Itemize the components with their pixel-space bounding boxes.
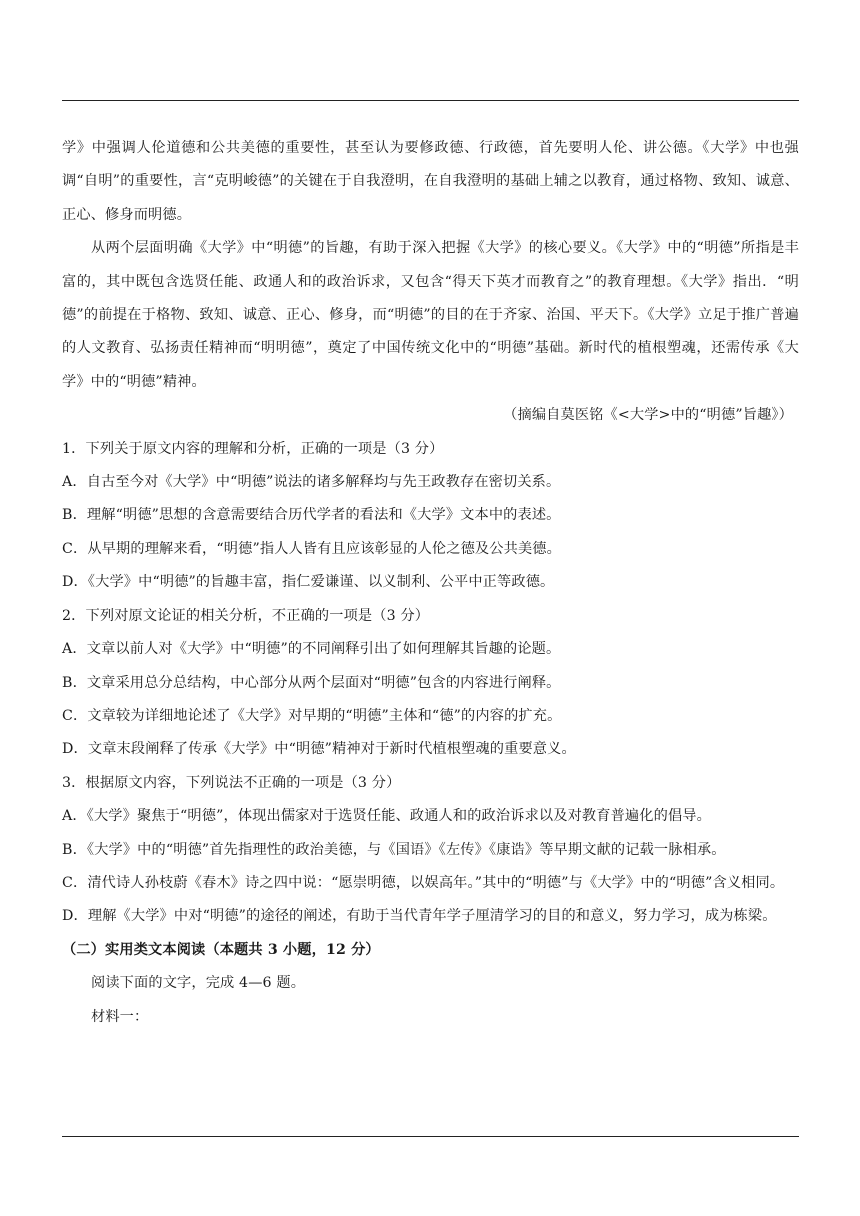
question-3-option-c: C．清代诗人孙枝蔚《春木》诗之四中说：“愿崇明德，以娱高年。”其中的“明德”与《大学》中的“明德”含义相同。 bbox=[62, 874, 785, 891]
footer-rule bbox=[62, 1136, 799, 1137]
page-body bbox=[62, 132, 799, 1034]
question-1-option-b: B．理解“明德”思想的含意需要结合历代学者的看法和《大学》文本中的表述。 bbox=[62, 507, 561, 524]
question-2-option-b: B．文章采用总分总结构，中心部分从两个层面对“明德”包含的内容进行阐释。 bbox=[62, 674, 561, 691]
section-2-heading: （二）实用类文本阅读（本题共 3 小题，12 分） bbox=[62, 941, 380, 958]
question-2-option-c: C．文章较为详细地论述了《大学》对早期的“明德”主体和“德”的内容的扩充。 bbox=[62, 707, 562, 724]
question-2-option-a: A．文章以前人对《大学》中“明德”的不同阐释引出了如何理解其旨趣的论题。 bbox=[62, 641, 561, 658]
question-2-stem: 2．下列对原文论证的相关分析，不正确的一项是（3 分） bbox=[62, 607, 430, 624]
paragraph-1: 学》中强调人伦道德和公共美德的重要性，甚至认为要修政德、行政德，首先要明人伦、讲公德。《大学》中也强调“自明”的重要性，言“克明峻德”的关键在于自我澄明，在自我澄明的基础上辅之以教育，通过格物、致知、诚意、正心、修身而明德。 bbox=[62, 140, 799, 223]
paragraph-2: 从两个层面明确《大学》中“明德”的旨趣，有助于深入把握《大学》的核心要义。《大学》中的“明德”所指是丰富的，其中既包含选贤任能、政通人和的政治诉求，又包含“得天下英才而教育之”的教育理想。《大学》指出．“明德”的前提在于格物、致知、诚意、正心、修身，而“明德”的目的在于齐家、治国、平天下。《大学》立足于推广普遍的人文教育、弘扬责任精神而“明明德”，奠定了中国传统文化中的“明德”基础。新时代的植根塑魂，还需传承《大学》中的“明德”精神。 bbox=[62, 240, 799, 390]
question-1-stem: 1．下列关于原文内容的理解和分析，正确的一项是（3 分） bbox=[62, 440, 444, 457]
question-2-option-d: D．文章末段阐释了传承《大学》中“明德”精神对于新时代植根塑魂的重要意义。 bbox=[62, 741, 576, 758]
source-citation: （摘编自莫医铭《<大学>中的“明德”旨趣》） bbox=[503, 407, 793, 424]
question-3-stem: 3．根据原文内容，下列说法不正确的一项是（3 分） bbox=[62, 774, 401, 791]
question-1-option-c: C．从早期的理解来看，“明德”指人人皆有且应该彰显的人伦之德及公共美德。 bbox=[62, 540, 561, 557]
question-3-option-d: D．理解《大学》中对“明德”的途径的阐述，有助于当代青年学子厘清学习的目的和意义，努力学习，成为栋梁。 bbox=[62, 908, 777, 925]
header-rule bbox=[62, 100, 799, 101]
question-1-option-a: A．自古至今对《大学》中“明德”说法的诸多解释均与先王政教存在密切关系。 bbox=[62, 474, 561, 491]
question-3-option-a: A．《大学》聚焦于“明德”，体现出儒家对于选贤任能、政通人和的政治诉求以及对教育普遍化的倡导。 bbox=[62, 808, 711, 825]
question-3-option-b: B．《大学》中的“明德”首先指理性的政治美德，与《国语》《左传》《康诰》等早期文献的记载一脉相承。 bbox=[62, 841, 726, 858]
section-2-instruction: 阅读下面的文字，完成 4—6 题。 bbox=[91, 975, 306, 992]
material-1-label: 材料一： bbox=[91, 1008, 149, 1025]
question-1-option-d: D．《大学》中“明德”的旨趣丰富，指仁爱谦谨、以义制利、公平中正等政德。 bbox=[62, 574, 555, 591]
